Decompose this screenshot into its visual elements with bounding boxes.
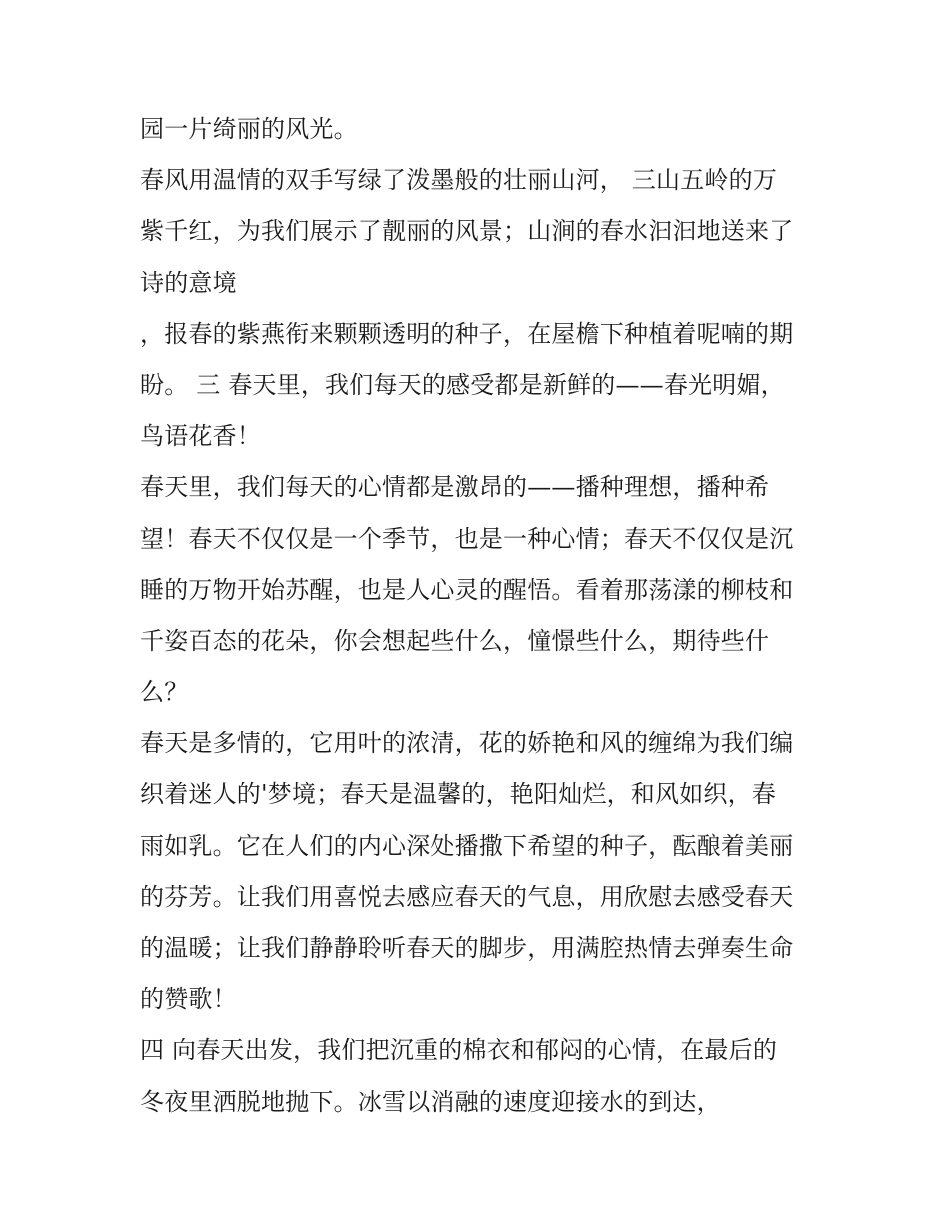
text-line: 望！春天不仅仅是一个季节，也是一种心情；春天不仅仅是沉 xyxy=(140,524,794,553)
text-line: 千姿百态的花朵，你会想起些什么，憧憬些什么，期待些什 xyxy=(140,626,770,655)
document-body xyxy=(140,104,830,1128)
text-line: 春风用温情的双手写绿了泼墨般的壮丽山河， 三山五岭的万 xyxy=(140,166,778,195)
text-line: 织着迷人的'梦境；春天是温馨的，艳阳灿烂，和风如织，春 xyxy=(140,780,776,809)
text-line: 的赞歌！ xyxy=(140,985,237,1014)
text-line: 诗的意境 xyxy=(140,268,237,297)
text-line: 园一片绮丽的风光。 xyxy=(140,115,358,143)
text-line: 春天里，我们每天的心情都是激昂的——播种理想，播种希 xyxy=(140,473,770,502)
text-line: 雨如乳。它在人们的内心深处播撒下希望的种子，酝酿着美丽 xyxy=(140,831,794,860)
text-line: 紫千红，为我们展示了靓丽的风景；山涧的春水汩汩地送来了 xyxy=(140,217,794,246)
text-line: 么？ xyxy=(140,678,189,707)
text-line: 鸟语花香！ xyxy=(140,422,261,451)
text-line: 四 向春天出发，我们把沉重的棉衣和郁闷的心情，在最后的 xyxy=(140,1036,778,1065)
text-line: 春天是多情的，它用叶的浓清，花的娇艳和风的缠绵为我们编 xyxy=(140,729,794,758)
text-line: 盼。 三 春天里，我们每天的感受都是新鲜的——春光明媚， xyxy=(140,370,785,399)
text-line: ，报春的紫燕衔来颗颗透明的种子，在屋檐下种植着呢喃的期 xyxy=(140,319,794,348)
text-line: 的温暖；让我们静静聆听春天的脚步，用满腔热情去弹奏生命 xyxy=(140,934,794,962)
text-line: 的芬芳。让我们用喜悦去感应春天的气息，用欣慰去感受春天 xyxy=(140,882,794,911)
text-line: 冬夜里洒脱地抛下。冰雪以消融的速度迎接水的到达， xyxy=(140,1087,721,1116)
text-line: 睡的万物开始苏醒，也是人心灵的醒悟。看着那荡漾的柳枝和 xyxy=(140,575,794,604)
